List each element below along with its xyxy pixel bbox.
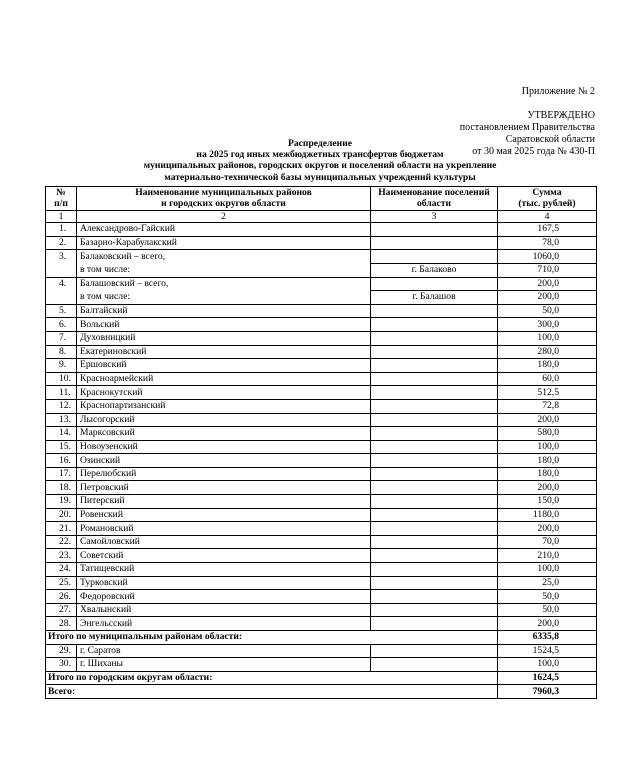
row-number: 20.: [46, 508, 77, 522]
title-line-3: муниципальных районов, городских округов и поселений области на укрепление: [143, 160, 497, 172]
row-sum: 50,0: [498, 603, 597, 617]
row-settlement-name: [371, 590, 498, 604]
row-settlement-name: [371, 495, 498, 509]
row-district-name: Базарно-Карабулакский: [77, 236, 371, 250]
row-number: 29.: [46, 644, 77, 658]
table-row: [46, 399, 597, 413]
row-sum: 200,0: [498, 617, 597, 631]
row-sum: 1524,5: [498, 644, 597, 658]
row-district-name: Красноармейский: [77, 372, 371, 386]
row-settlement-name: [371, 576, 498, 590]
row-sum: 180,0: [498, 454, 597, 468]
row-number: 2.: [46, 236, 77, 250]
row-number: 28.: [46, 617, 77, 631]
row-number: 23.: [46, 549, 77, 563]
row-settlement-name: [371, 304, 498, 318]
row-settlement-name: [371, 535, 498, 549]
row-district-name: Турковский: [77, 576, 371, 590]
row-number: 11.: [46, 386, 77, 400]
row-district-name: г. Шиханы: [77, 658, 371, 672]
row-number: 9.: [46, 359, 77, 373]
row-sum: 200,0: [498, 413, 597, 427]
total-label: Итого по городским округам области:: [46, 671, 498, 685]
total-districts-row: [46, 631, 597, 645]
table-row: [46, 304, 597, 318]
title-line-2: на 2025 год иных межбюджетных трансфертов бюджетам: [196, 149, 444, 161]
column-number-row: [46, 211, 597, 223]
row-sum: 100,0: [498, 658, 597, 672]
row-number: 14.: [46, 427, 77, 441]
row-sum: 200,0: [498, 522, 597, 536]
table-row: [46, 318, 597, 332]
row-number: 30.: [46, 658, 77, 672]
row-settlement-name: [371, 644, 498, 658]
table-row: [46, 549, 597, 563]
table-header-row: [46, 187, 597, 211]
approved-label: УТВЕРЖДЕНО: [527, 110, 595, 121]
table-row: [46, 372, 597, 386]
row-settlement-name: [371, 603, 498, 617]
row-sum: 580,0: [498, 427, 597, 441]
row-district-name: Петровский: [77, 481, 371, 495]
table-row: [46, 277, 597, 291]
total-sum: 6335,8: [498, 631, 597, 645]
total-sum: 7960,3: [498, 685, 597, 699]
row-settlement-name: [371, 236, 498, 250]
row-number: [46, 291, 77, 305]
table-row: [46, 481, 597, 495]
distribution-table: [45, 186, 597, 699]
total-cities-row: [46, 671, 597, 685]
row-settlement-name: [371, 658, 498, 672]
row-settlement-name: [371, 427, 498, 441]
row-sum: 180,0: [498, 359, 597, 373]
row-district-name: в том числе:: [77, 263, 371, 277]
row-district-name: Озинский: [77, 454, 371, 468]
table-row: [46, 263, 597, 277]
row-sum: 512,5: [498, 386, 597, 400]
row-number: 27.: [46, 603, 77, 617]
row-settlement-name: [371, 454, 498, 468]
row-settlement-name: [371, 440, 498, 454]
row-district-name: Хвалынский: [77, 603, 371, 617]
row-number: 18.: [46, 481, 77, 495]
row-settlement-name: [371, 508, 498, 522]
row-sum: 200,0: [498, 481, 597, 495]
table-row: [46, 250, 597, 264]
col-sum-header: Сумма (тыс. рублей): [498, 187, 597, 211]
row-district-name: Екатериновский: [77, 345, 371, 359]
row-settlement-name: [371, 318, 498, 332]
approved-line-3: от 30 мая 2025 года № 430-П: [472, 146, 595, 157]
row-district-name: Романовский: [77, 522, 371, 536]
row-number: 13.: [46, 413, 77, 427]
row-settlement-name: [371, 549, 498, 563]
row-district-name: Питерский: [77, 495, 371, 509]
row-district-name: Лысогорский: [77, 413, 371, 427]
total-sum: 1624,5: [498, 671, 597, 685]
approved-line-1: постановлением Правительства: [459, 122, 595, 133]
row-sum: 100,0: [498, 440, 597, 454]
row-district-name: Ровенский: [77, 508, 371, 522]
row-sum: 280,0: [498, 345, 597, 359]
row-number: 5.: [46, 304, 77, 318]
row-sum: 72,8: [498, 399, 597, 413]
row-settlement-name: [371, 467, 498, 481]
row-district-name: Марксовский: [77, 427, 371, 441]
row-district-name: Балаковский – всего,: [77, 250, 371, 264]
table-row: [46, 427, 597, 441]
approved-line-2: Саратовской области: [505, 134, 595, 145]
row-district-name: Самойловский: [77, 535, 371, 549]
row-sum: 1180,0: [498, 508, 597, 522]
row-number: 19.: [46, 495, 77, 509]
row-number: 15.: [46, 440, 77, 454]
row-sum: 25,0: [498, 576, 597, 590]
table-row: [46, 359, 597, 373]
row-settlement-name: г. Балашов: [371, 291, 498, 305]
row-settlement-name: [371, 250, 498, 264]
row-district-name: Федоровский: [77, 590, 371, 604]
row-district-name: г. Саратов: [77, 644, 371, 658]
document-title: [45, 138, 595, 183]
table-row: [46, 617, 597, 631]
row-settlement-name: [371, 331, 498, 345]
row-number: 10.: [46, 372, 77, 386]
row-number: 1.: [46, 223, 77, 237]
table-row: [46, 508, 597, 522]
table-row: [46, 603, 597, 617]
col-index-1: 1: [46, 211, 77, 223]
row-sum: 210,0: [498, 549, 597, 563]
row-settlement-name: [371, 386, 498, 400]
row-district-name: Краснокутский: [77, 386, 371, 400]
row-sum: 100,0: [498, 563, 597, 577]
col-index-2: 2: [77, 211, 371, 223]
table-row: [46, 331, 597, 345]
row-number: 4.: [46, 277, 77, 291]
row-sum: 78,0: [498, 236, 597, 250]
row-sum: 50,0: [498, 304, 597, 318]
table-body: [46, 223, 597, 699]
row-district-name: Советский: [77, 549, 371, 563]
col-district-header: Наименование муниципальных районов и городских округов области: [77, 187, 371, 211]
row-district-name: Энгельсский: [77, 617, 371, 631]
row-settlement-name: [371, 277, 498, 291]
row-sum: 167,5: [498, 223, 597, 237]
row-district-name: Балашовский – всего,: [77, 277, 371, 291]
row-number: 16.: [46, 454, 77, 468]
table-row: [46, 495, 597, 509]
row-settlement-name: [371, 481, 498, 495]
row-district-name: Духовницкий: [77, 331, 371, 345]
title-line-4: материально-технической базы муниципальных учреждений культуры: [164, 171, 476, 183]
annex-label: Приложение № 2: [521, 86, 595, 97]
table-row: [46, 236, 597, 250]
row-district-name: Балтайский: [77, 304, 371, 318]
row-number: 21.: [46, 522, 77, 536]
col-index-4: 4: [498, 211, 597, 223]
row-sum: 300,0: [498, 318, 597, 332]
table-row: [46, 291, 597, 305]
table-row: [46, 563, 597, 577]
total-label: Всего:: [46, 685, 498, 699]
row-sum: 1060,0: [498, 250, 597, 264]
row-sum: 100,0: [498, 331, 597, 345]
col-settlement-header: Наименование поселений области: [371, 187, 498, 211]
row-settlement-name: [371, 413, 498, 427]
table-row: [46, 522, 597, 536]
row-number: 22.: [46, 535, 77, 549]
table-row: [46, 345, 597, 359]
row-settlement-name: г. Балаково: [371, 263, 498, 277]
row-number: 8.: [46, 345, 77, 359]
table-row: [46, 576, 597, 590]
row-sum: 150,0: [498, 495, 597, 509]
row-number: 25.: [46, 576, 77, 590]
row-sum: 60,0: [498, 372, 597, 386]
title-line-1: Распределение: [288, 138, 352, 149]
row-settlement-name: [371, 359, 498, 373]
row-number: 6.: [46, 318, 77, 332]
row-number: 26.: [46, 590, 77, 604]
row-sum: 70,0: [498, 535, 597, 549]
row-settlement-name: [371, 399, 498, 413]
table-row: [46, 413, 597, 427]
row-sum: 200,0: [498, 277, 597, 291]
table-row: [46, 223, 597, 237]
row-settlement-name: [371, 563, 498, 577]
row-number: 12.: [46, 399, 77, 413]
row-number: 7.: [46, 331, 77, 345]
col-index-3: 3: [371, 211, 498, 223]
table-row: [46, 590, 597, 604]
row-district-name: Ершовский: [77, 359, 371, 373]
row-settlement-name: [371, 372, 498, 386]
table-row: [46, 467, 597, 481]
table-row: [46, 454, 597, 468]
row-number: 17.: [46, 467, 77, 481]
row-settlement-name: [371, 223, 498, 237]
col-number-header: № п/п: [46, 187, 77, 211]
row-settlement-name: [371, 522, 498, 536]
row-district-name: Перелюбский: [77, 467, 371, 481]
table-row: [46, 386, 597, 400]
table-row: [46, 440, 597, 454]
table-row: [46, 644, 597, 658]
row-district-name: Татищевский: [77, 563, 371, 577]
row-number: [46, 263, 77, 277]
row-district-name: Вольский: [77, 318, 371, 332]
row-sum: 180,0: [498, 467, 597, 481]
row-sum: 710,0: [498, 263, 597, 277]
table-row: [46, 658, 597, 672]
row-number: 3.: [46, 250, 77, 264]
row-district-name: Новоузенский: [77, 440, 371, 454]
row-number: 24.: [46, 563, 77, 577]
row-sum: 200,0: [498, 291, 597, 305]
row-settlement-name: [371, 617, 498, 631]
row-district-name: Александрово-Гайский: [77, 223, 371, 237]
row-sum: 50,0: [498, 590, 597, 604]
table-row: [46, 535, 597, 549]
grand-total-row: [46, 685, 597, 699]
row-settlement-name: [371, 345, 498, 359]
row-district-name: в том числе:: [77, 291, 371, 305]
total-label: Итого по муниципальным районам области:: [46, 631, 498, 645]
row-district-name: Краснопартизанский: [77, 399, 371, 413]
